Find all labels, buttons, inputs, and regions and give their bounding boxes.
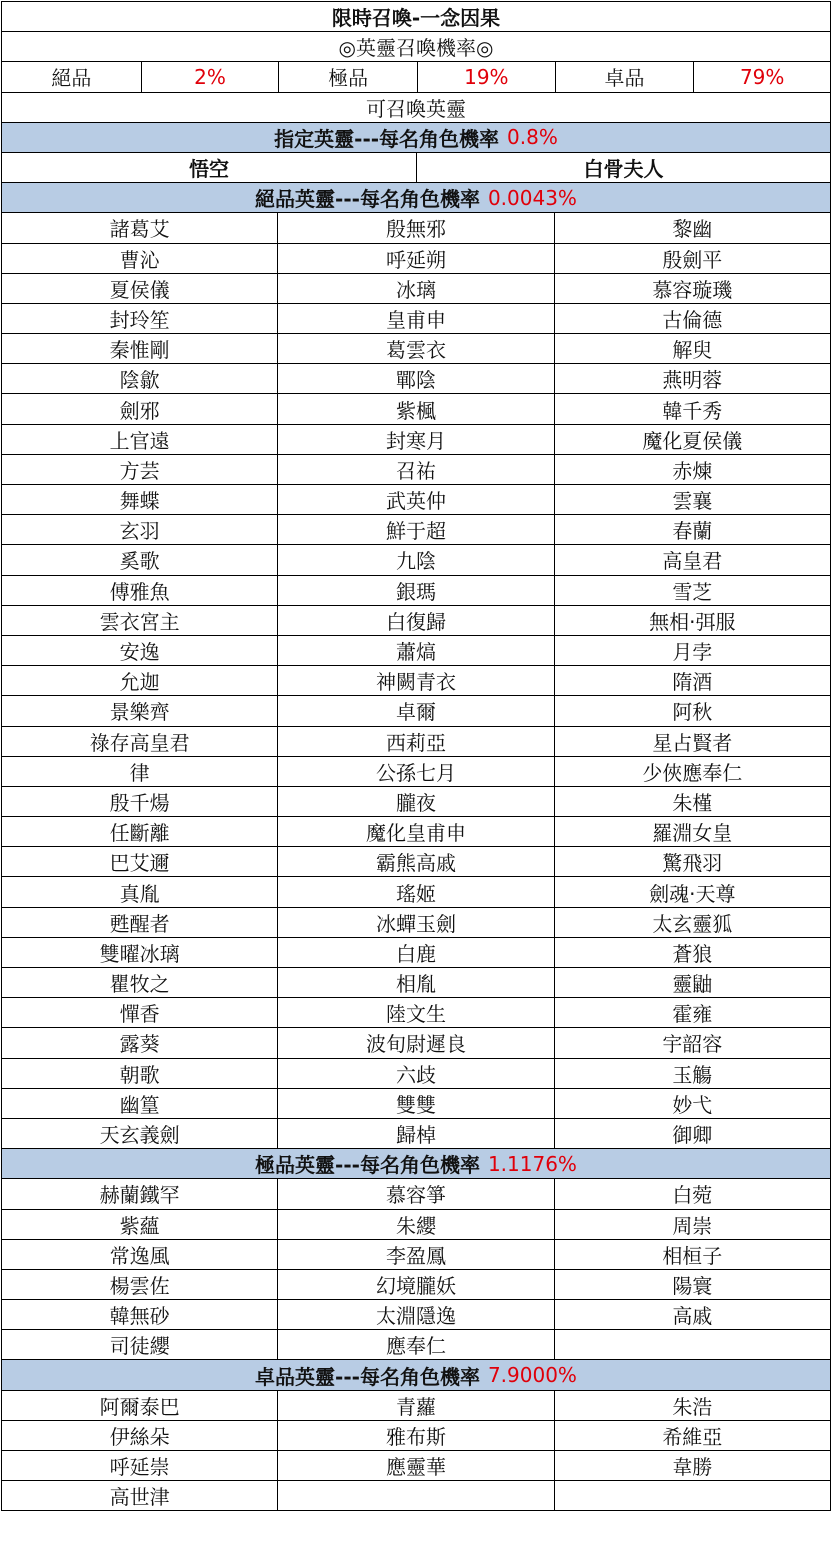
hero-name-cell: 瑤姬	[277, 877, 553, 906]
hero-name-cell: 傅雅魚	[109, 579, 170, 604]
hero-name-cell: 呼延崇	[109, 1455, 170, 1480]
hero-name-cell: 冰蟬玉劍	[277, 908, 553, 937]
hero-name-cell	[277, 1481, 553, 1510]
rate-title-row	[1, 32, 831, 62]
table-row	[1, 576, 831, 606]
section-label: 指定英靈---每名角色機率	[274, 126, 500, 151]
hero-name-cell: 驚飛羽	[554, 847, 830, 876]
hero-name-cell: 陸文生	[277, 998, 553, 1027]
hero-name-cell: 卓爾	[277, 696, 553, 725]
section-header-superior	[1, 1360, 831, 1390]
hero-name-cell: 蕭熇	[277, 636, 553, 665]
table-row	[1, 455, 831, 485]
hero-name-cell: 紫蘊	[119, 1213, 160, 1238]
epic-hero-list	[1, 1179, 831, 1360]
page-title: 限時召喚-一念因果	[331, 6, 501, 31]
superior-hero-list	[1, 1391, 831, 1512]
hero-name-cell: 韓無砂	[109, 1304, 170, 1329]
hero-name-cell: 白鹿	[277, 938, 553, 967]
hero-name-cell: 歸棹	[277, 1119, 553, 1148]
hero-name-cell: 春蘭	[554, 515, 830, 544]
table-row	[1, 1451, 831, 1481]
hero-name-cell: 玄羽	[119, 519, 160, 544]
hero-name-cell: 瞿牧之	[109, 972, 170, 997]
hero-name-cell: 蒼狼	[554, 938, 830, 967]
section-header-designated	[1, 123, 831, 153]
designated-hero: 白骨夫人	[416, 153, 830, 182]
hero-name-cell: 波旬尉遲良	[277, 1028, 553, 1057]
hero-name-cell: 星占賢者	[554, 727, 830, 756]
hero-name-cell: 安逸	[119, 640, 160, 665]
ultimate-hero-list	[1, 213, 831, 1149]
section-header-ultimate	[1, 183, 831, 213]
tier-label-ultimate: 絕品	[51, 66, 92, 91]
hero-name-cell: 朱纓	[277, 1210, 553, 1239]
hero-name-cell: 冰璃	[277, 274, 553, 303]
hero-name-cell: 律	[129, 760, 150, 785]
table-row	[1, 244, 831, 274]
hero-name-cell: 上官遠	[109, 428, 170, 453]
table-row	[1, 666, 831, 696]
section-rate: 7.9000%	[487, 1363, 577, 1388]
table-row	[1, 636, 831, 666]
table-row	[1, 1028, 831, 1058]
hero-name-cell: 天玄義劍	[99, 1123, 180, 1148]
hero-name-cell: 霸熊高戚	[277, 847, 553, 876]
table-row	[1, 213, 831, 243]
hero-name-cell: 靈鼬	[554, 968, 830, 997]
hero-name-cell: 雪芝	[554, 576, 830, 605]
section-rate: 0.0043%	[487, 185, 577, 210]
table-row	[1, 998, 831, 1028]
rate-title: ◎英靈召喚機率◎	[338, 36, 494, 61]
hero-name-cell: 赫蘭鐵罕	[99, 1183, 180, 1208]
tier-label-superior: 卓品	[555, 62, 694, 91]
tier-rate-ultimate: 2%	[141, 62, 279, 91]
summon-rate-table	[1, 1, 831, 1511]
hero-name-cell: 殷千煬	[109, 790, 170, 815]
hero-name-cell: 景樂齊	[109, 700, 170, 725]
hero-name-cell: 武英仲	[277, 485, 553, 514]
hero-name-cell: 韓千秀	[554, 394, 830, 423]
title-row	[1, 2, 831, 32]
summonable-label: 可召喚英靈	[366, 96, 466, 121]
hero-name-cell: 六歧	[277, 1059, 553, 1088]
hero-name-cell: 朝歌	[119, 1062, 160, 1087]
hero-name-cell: 陰歙	[119, 368, 160, 393]
designated-row	[1, 153, 831, 183]
hero-name-cell: 霍雍	[554, 998, 830, 1027]
hero-name-cell: 慕容璇璣	[554, 274, 830, 303]
hero-name-cell: 雙雙	[277, 1089, 553, 1118]
table-row	[1, 757, 831, 787]
hero-name-cell: 隋酒	[554, 666, 830, 695]
hero-name-cell: 無相·弭服	[554, 606, 830, 635]
hero-name-cell: 雙曜冰璃	[99, 941, 180, 966]
table-row	[1, 274, 831, 304]
hero-name-cell: 朱浩	[554, 1391, 830, 1420]
table-row	[1, 877, 831, 907]
hero-name-cell: 甦醒者	[109, 911, 170, 936]
hero-name-cell: 雲襄	[554, 485, 830, 514]
hero-name-cell: 秦惟剛	[109, 338, 170, 363]
table-row	[1, 1481, 831, 1511]
rates-row	[1, 62, 831, 92]
hero-name-cell: 劍邪	[119, 398, 160, 423]
hero-name-cell: 古倫德	[554, 304, 830, 333]
hero-name-cell: 相胤	[277, 968, 553, 997]
table-row	[1, 696, 831, 726]
table-row	[1, 394, 831, 424]
table-row	[1, 545, 831, 575]
hero-name-cell: 巴艾邇	[109, 851, 170, 876]
table-row	[1, 1421, 831, 1451]
hero-name-cell: 常逸風	[109, 1243, 170, 1268]
section-header-epic	[1, 1149, 831, 1179]
hero-name-cell: 殷劍平	[554, 244, 830, 273]
hero-name-cell: 葛雲衣	[277, 334, 553, 363]
table-row	[1, 606, 831, 636]
hero-name-cell: 劍魂·天尊	[554, 877, 830, 906]
table-row	[1, 1391, 831, 1421]
section-label: 極品英靈---每名角色機率	[255, 1153, 480, 1178]
hero-name-cell: 阿爾泰巴	[99, 1394, 180, 1419]
hero-name-cell: 露葵	[119, 1032, 160, 1057]
section-label: 卓品英靈---每名角色機率	[255, 1364, 480, 1389]
hero-name-cell: 燕明蓉	[554, 364, 830, 393]
table-row	[1, 908, 831, 938]
table-row	[1, 515, 831, 545]
hero-name-cell: 鄲陰	[277, 364, 553, 393]
table-row	[1, 1270, 831, 1300]
hero-name-cell: 高世津	[109, 1485, 170, 1510]
hero-name-cell: 羅淵女皇	[554, 817, 830, 846]
hero-name-cell: 魔化皇甫申	[277, 817, 553, 846]
hero-name-cell: 夏侯儀	[109, 277, 170, 302]
hero-name-cell: 赤煉	[554, 455, 830, 484]
hero-name-cell: 幽篁	[119, 1092, 160, 1117]
hero-name-cell: 高戚	[554, 1300, 830, 1329]
table-row	[1, 1059, 831, 1089]
table-row	[1, 727, 831, 757]
hero-name-cell: 李盈鳳	[277, 1240, 553, 1269]
table-row	[1, 938, 831, 968]
hero-name-cell: 封玲笙	[109, 307, 170, 332]
hero-name-cell: 黎幽	[554, 213, 830, 242]
hero-name-cell: 奚歌	[119, 549, 160, 574]
hero-name-cell: 慕容箏	[277, 1179, 553, 1208]
hero-name-cell: 銀瑪	[277, 576, 553, 605]
hero-name-cell: 伊絲朵	[109, 1424, 170, 1449]
hero-name-cell: 諸葛艾	[109, 217, 170, 242]
hero-name-cell	[554, 1330, 830, 1359]
table-row	[1, 817, 831, 847]
hero-name-cell: 周崇	[554, 1210, 830, 1239]
hero-name-cell: 西莉亞	[277, 727, 553, 756]
hero-name-cell: 九陰	[277, 545, 553, 574]
section-rate: 1.1176%	[487, 1151, 577, 1176]
summonable-row	[1, 93, 831, 123]
hero-name-cell: 舞蝶	[119, 489, 160, 514]
hero-name-cell: 妙弋	[554, 1089, 830, 1118]
designated-hero: 悟空	[189, 157, 229, 182]
hero-name-cell: 相桓子	[554, 1240, 830, 1269]
hero-name-cell: 玉觴	[554, 1059, 830, 1088]
hero-name-cell: 應靈華	[277, 1451, 553, 1480]
hero-name-cell: 青蘿	[277, 1391, 553, 1420]
hero-name-cell: 皇甫申	[277, 304, 553, 333]
hero-name-cell: 曹沁	[119, 247, 160, 272]
table-row	[1, 425, 831, 455]
hero-name-cell: 月孛	[554, 636, 830, 665]
table-row	[1, 304, 831, 334]
table-row	[1, 364, 831, 394]
hero-name-cell: 真胤	[119, 881, 160, 906]
hero-name-cell: 白復歸	[277, 606, 553, 635]
hero-name-cell: 方芸	[119, 458, 160, 483]
hero-name-cell: 應奉仁	[277, 1330, 553, 1359]
tier-rate-epic: 19%	[417, 62, 555, 91]
table-row	[1, 1300, 831, 1330]
section-label: 絕品英靈---每名角色機率	[255, 187, 480, 212]
hero-name-cell: 雲衣宮主	[99, 609, 180, 634]
hero-name-cell: 殷無邪	[277, 213, 553, 242]
hero-name-cell	[554, 1481, 830, 1510]
hero-name-cell: 魔化夏侯儀	[554, 425, 830, 454]
tier-label-epic: 極品	[278, 62, 417, 91]
hero-name-cell: 阿秋	[554, 696, 830, 725]
table-row	[1, 1089, 831, 1119]
table-row	[1, 1179, 831, 1209]
table-row	[1, 485, 831, 515]
hero-name-cell: 呼延朔	[277, 244, 553, 273]
table-row	[1, 968, 831, 998]
hero-name-cell: 希維亞	[554, 1421, 830, 1450]
hero-name-cell: 司徒纓	[109, 1334, 170, 1359]
hero-name-cell: 宇韶容	[554, 1028, 830, 1057]
hero-name-cell: 韋勝	[554, 1451, 830, 1480]
hero-name-cell: 太淵隱逸	[277, 1300, 553, 1329]
hero-name-cell: 陽寰	[554, 1270, 830, 1299]
hero-name-cell: 允迦	[119, 670, 160, 695]
section-rate: 0.8%	[507, 125, 558, 150]
table-row	[1, 1210, 831, 1240]
hero-name-cell: 封寒月	[277, 425, 553, 454]
hero-name-cell: 朧夜	[277, 787, 553, 816]
hero-name-cell: 朱槿	[554, 787, 830, 816]
hero-name-cell: 幻境朧妖	[277, 1270, 553, 1299]
hero-name-cell: 御卿	[554, 1119, 830, 1148]
table-row	[1, 847, 831, 877]
hero-name-cell: 紫楓	[277, 394, 553, 423]
hero-name-cell: 太玄靈狐	[554, 908, 830, 937]
hero-name-cell: 楊雲佐	[109, 1273, 170, 1298]
hero-name-cell: 鮮于超	[277, 515, 553, 544]
hero-name-cell: 公孫七月	[277, 757, 553, 786]
hero-name-cell: 召祐	[277, 455, 553, 484]
hero-name-cell: 解臾	[554, 334, 830, 363]
hero-name-cell: 神闕青衣	[277, 666, 553, 695]
hero-name-cell: 憚香	[119, 1002, 160, 1027]
table-row	[1, 1330, 831, 1360]
hero-name-cell: 高皇君	[554, 545, 830, 574]
table-row	[1, 1119, 831, 1149]
table-row	[1, 1240, 831, 1270]
table-row	[1, 787, 831, 817]
hero-name-cell: 白菀	[554, 1179, 830, 1208]
hero-name-cell: 雅布斯	[277, 1421, 553, 1450]
table-row	[1, 334, 831, 364]
hero-name-cell: 任斷離	[109, 821, 170, 846]
hero-name-cell: 少俠應奉仁	[554, 757, 830, 786]
hero-name-cell: 祿存高皇君	[89, 730, 190, 755]
tier-rate-superior: 79%	[693, 62, 830, 91]
